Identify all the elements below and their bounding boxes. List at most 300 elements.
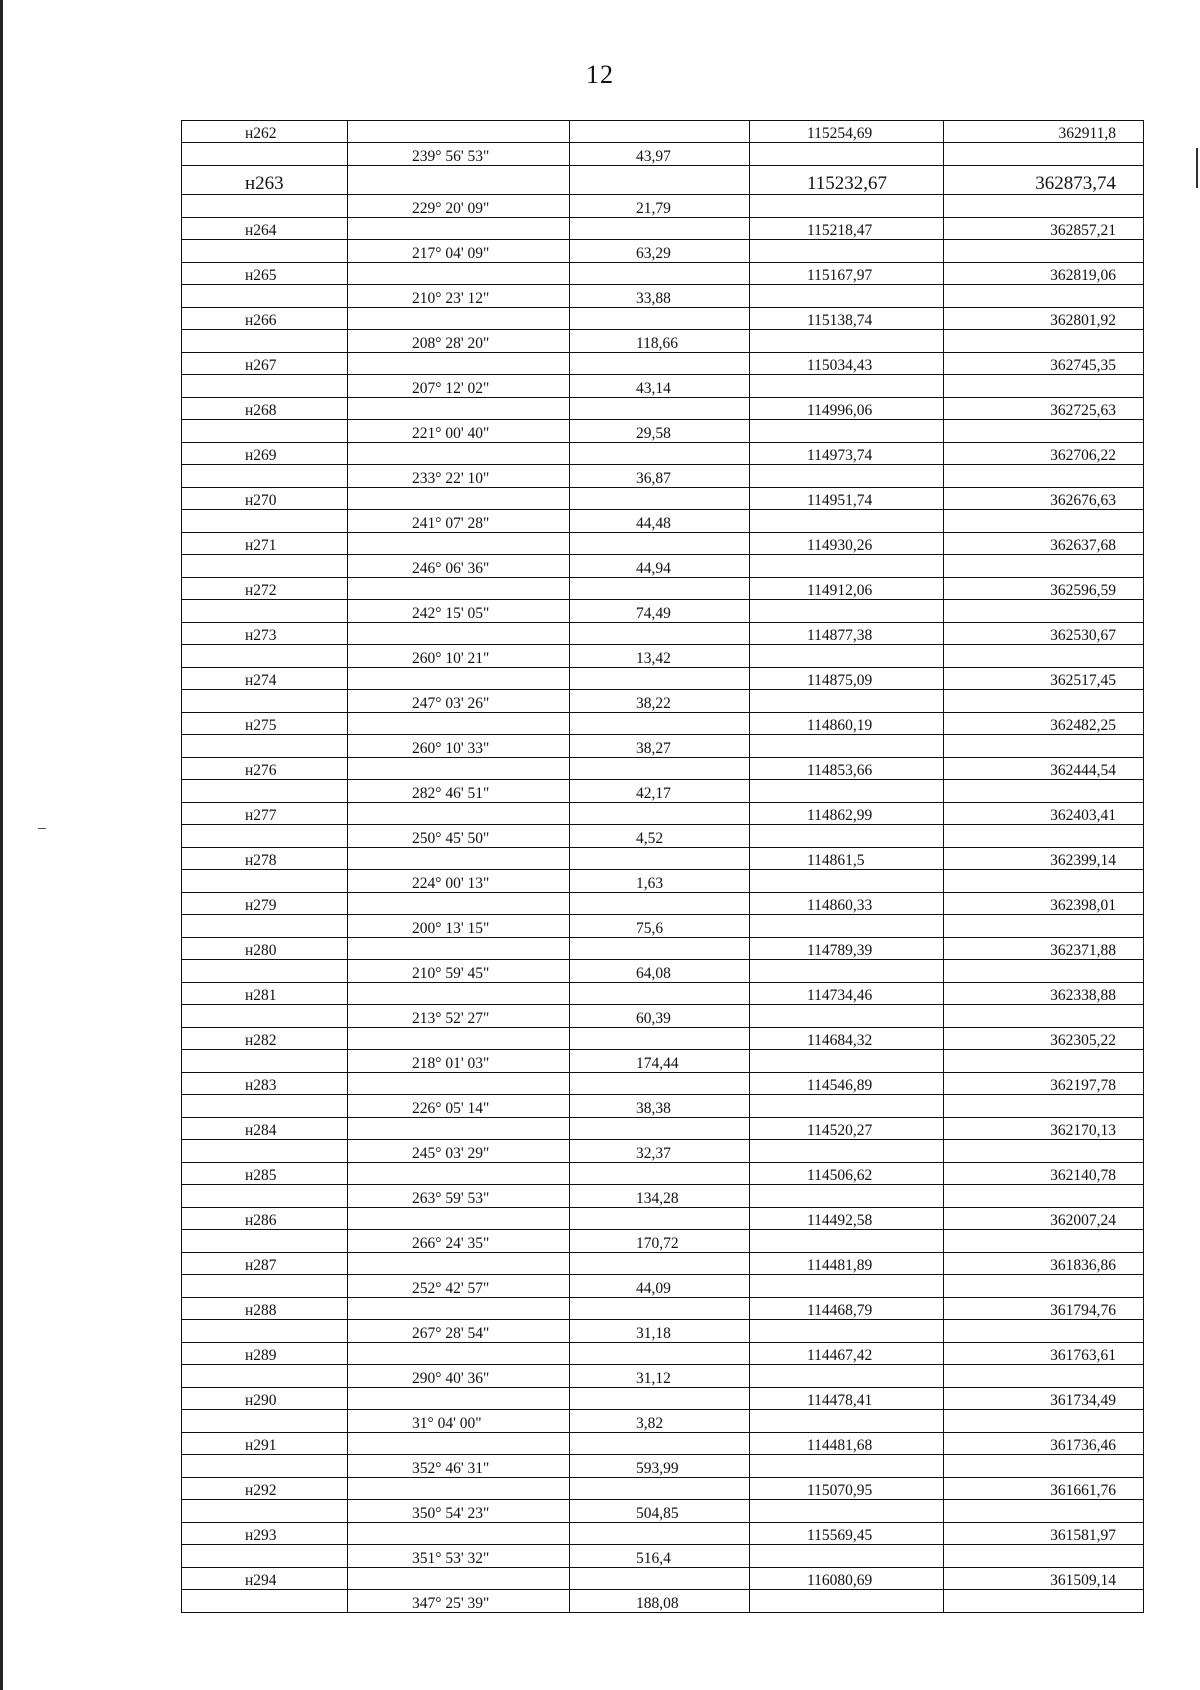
coord-y: 362873,74 <box>944 166 1144 195</box>
segment-row <box>182 1050 1144 1073</box>
coord-x: 114481,89 <box>750 1253 944 1275</box>
point-label: н274 <box>182 668 348 690</box>
direction-angle: 347° 25' 39" <box>348 1590 570 1613</box>
distance-cell-empty <box>570 713 750 735</box>
point-cell-empty <box>182 1140 348 1163</box>
coord-y: 361581,97 <box>944 1523 1144 1545</box>
coord-y: 361661,76 <box>944 1478 1144 1500</box>
segment-row <box>182 1590 1144 1613</box>
coordinates-table <box>181 120 1144 1613</box>
angle-cell-empty <box>348 1073 570 1095</box>
coord-x: 114973,74 <box>750 443 944 465</box>
segment-length: 74,49 <box>570 600 750 623</box>
distance-cell-empty <box>570 1523 750 1545</box>
x-cell-empty <box>750 465 944 488</box>
direction-angle: 246° 06' 36" <box>348 555 570 578</box>
coord-x: 114478,41 <box>750 1388 944 1410</box>
y-cell-empty <box>944 645 1144 668</box>
segment-row <box>182 1230 1144 1253</box>
distance-cell-empty <box>570 1568 750 1590</box>
segment-length: 60,39 <box>570 1005 750 1028</box>
point-cell-empty <box>182 240 348 263</box>
x-cell-empty <box>750 143 944 166</box>
distance-cell-empty <box>570 938 750 960</box>
y-cell-empty <box>944 1590 1144 1613</box>
point-cell-empty <box>182 870 348 893</box>
segment-row <box>182 330 1144 353</box>
coord-x: 114930,26 <box>750 533 944 555</box>
coord-y: 362637,68 <box>944 533 1144 555</box>
point-label: н275 <box>182 713 348 735</box>
angle-cell-empty <box>348 713 570 735</box>
distance-cell-empty <box>570 1208 750 1230</box>
direction-angle: 218° 01' 03" <box>348 1050 570 1073</box>
point-label: н288 <box>182 1298 348 1320</box>
coord-x: 114951,74 <box>750 488 944 510</box>
segment-row <box>182 1275 1144 1298</box>
point-cell-empty <box>182 1590 348 1613</box>
coord-y: 361736,46 <box>944 1433 1144 1455</box>
segment-row <box>182 195 1144 218</box>
coord-y: 361509,14 <box>944 1568 1144 1590</box>
point-cell-empty <box>182 915 348 938</box>
coord-y: 362403,41 <box>944 803 1144 825</box>
angle-cell-empty <box>348 938 570 960</box>
y-cell-empty <box>944 825 1144 848</box>
segment-length: 32,37 <box>570 1140 750 1163</box>
direction-angle: 239° 56' 53" <box>348 143 570 166</box>
x-cell-empty <box>750 1095 944 1118</box>
angle-cell-empty <box>348 1568 570 1590</box>
direction-angle: 217° 04' 09" <box>348 240 570 263</box>
point-label: н291 <box>182 1433 348 1455</box>
coord-y: 361836,86 <box>944 1253 1144 1275</box>
coord-x: 114467,42 <box>750 1343 944 1365</box>
direction-angle: 267° 28' 54" <box>348 1320 570 1343</box>
angle-cell-empty <box>348 578 570 600</box>
point-label: н289 <box>182 1343 348 1365</box>
point-cell-empty <box>182 143 348 166</box>
point-label: н280 <box>182 938 348 960</box>
point-label: н268 <box>182 398 348 420</box>
coord-x: 115569,45 <box>750 1523 944 1545</box>
coord-x: 115232,67 <box>750 166 944 195</box>
point-cell-empty <box>182 465 348 488</box>
segment-row <box>182 1185 1144 1208</box>
x-cell-empty <box>750 420 944 443</box>
point-cell-empty <box>182 645 348 668</box>
point-row <box>182 218 1144 240</box>
point-row <box>182 533 1144 555</box>
point-label: н270 <box>182 488 348 510</box>
segment-row <box>182 690 1144 713</box>
distance-cell-empty <box>570 1388 750 1410</box>
point-row <box>182 1118 1144 1140</box>
scan-left-edge <box>0 0 3 1690</box>
angle-cell-empty <box>348 1343 570 1365</box>
point-cell-empty <box>182 195 348 218</box>
point-label: н273 <box>182 623 348 645</box>
direction-angle: 226° 05' 14" <box>348 1095 570 1118</box>
x-cell-empty <box>750 1365 944 1388</box>
angle-cell-empty <box>348 166 570 195</box>
segment-length: 174,44 <box>570 1050 750 1073</box>
y-cell-empty <box>944 1050 1144 1073</box>
direction-angle: 233° 22' 10" <box>348 465 570 488</box>
coord-x: 114862,99 <box>750 803 944 825</box>
coord-x: 114789,39 <box>750 938 944 960</box>
angle-cell-empty <box>348 1208 570 1230</box>
coord-y: 362482,25 <box>944 713 1144 735</box>
point-label: н290 <box>182 1388 348 1410</box>
y-cell-empty <box>944 780 1144 803</box>
point-row <box>182 166 1144 195</box>
point-row <box>182 1523 1144 1545</box>
direction-angle: 207° 12' 02" <box>348 375 570 398</box>
coord-y: 362911,8 <box>944 121 1144 143</box>
point-cell-empty <box>182 1455 348 1478</box>
coord-y: 362801,92 <box>944 308 1144 330</box>
x-cell-empty <box>750 1185 944 1208</box>
segment-length: 4,52 <box>570 825 750 848</box>
point-row <box>182 983 1144 1005</box>
x-cell-empty <box>750 1050 944 1073</box>
coord-y: 362140,78 <box>944 1163 1144 1185</box>
y-cell-empty <box>944 555 1144 578</box>
point-row <box>182 121 1144 143</box>
coord-x: 114520,27 <box>750 1118 944 1140</box>
direction-angle: 352° 46' 31" <box>348 1455 570 1478</box>
coord-y: 362170,13 <box>944 1118 1144 1140</box>
segment-row <box>182 375 1144 398</box>
distance-cell-empty <box>570 398 750 420</box>
x-cell-empty <box>750 1005 944 1028</box>
coord-y: 362819,06 <box>944 263 1144 285</box>
distance-cell-empty <box>570 803 750 825</box>
segment-row <box>182 1545 1144 1568</box>
angle-cell-empty <box>348 443 570 465</box>
segment-row <box>182 600 1144 623</box>
segment-row <box>182 510 1144 533</box>
point-row <box>182 1073 1144 1095</box>
point-label: н285 <box>182 1163 348 1185</box>
distance-cell-empty <box>570 1298 750 1320</box>
x-cell-empty <box>750 780 944 803</box>
coord-y: 361763,61 <box>944 1343 1144 1365</box>
angle-cell-empty <box>348 353 570 375</box>
point-row <box>182 758 1144 780</box>
coord-y: 362596,59 <box>944 578 1144 600</box>
point-cell-empty <box>182 825 348 848</box>
point-cell-empty <box>182 960 348 983</box>
segment-row <box>182 780 1144 803</box>
direction-angle: 266° 24' 35" <box>348 1230 570 1253</box>
point-cell-empty <box>182 1275 348 1298</box>
coord-x: 115218,47 <box>750 218 944 240</box>
coord-x: 114492,58 <box>750 1208 944 1230</box>
direction-angle: 241° 07' 28" <box>348 510 570 533</box>
point-row <box>182 1568 1144 1590</box>
distance-cell-empty <box>570 1073 750 1095</box>
coord-y: 362007,24 <box>944 1208 1144 1230</box>
direction-angle: 290° 40' 36" <box>348 1365 570 1388</box>
x-cell-empty <box>750 1500 944 1523</box>
segment-row <box>182 143 1144 166</box>
y-cell-empty <box>944 1275 1144 1298</box>
point-cell-empty <box>182 420 348 443</box>
point-cell-empty <box>182 735 348 758</box>
distance-cell-empty <box>570 623 750 645</box>
direction-angle: 210° 59' 45" <box>348 960 570 983</box>
y-cell-empty <box>944 1500 1144 1523</box>
x-cell-empty <box>750 510 944 533</box>
x-cell-empty <box>750 1455 944 1478</box>
x-cell-empty <box>750 735 944 758</box>
point-label: н269 <box>182 443 348 465</box>
direction-angle: 242° 15' 05" <box>348 600 570 623</box>
point-row <box>182 488 1144 510</box>
segment-length: 134,28 <box>570 1185 750 1208</box>
y-cell-empty <box>944 1410 1144 1433</box>
coord-x: 114546,89 <box>750 1073 944 1095</box>
coord-y: 362444,54 <box>944 758 1144 780</box>
distance-cell-empty <box>570 263 750 285</box>
segment-row <box>182 1095 1144 1118</box>
segment-row <box>182 870 1144 893</box>
direction-angle: 229° 20' 09" <box>348 195 570 218</box>
distance-cell-empty <box>570 308 750 330</box>
point-cell-empty <box>182 780 348 803</box>
point-cell-empty <box>182 1230 348 1253</box>
distance-cell-empty <box>570 848 750 870</box>
point-row <box>182 578 1144 600</box>
point-cell-empty <box>182 375 348 398</box>
coord-y: 362745,35 <box>944 353 1144 375</box>
point-label: н279 <box>182 893 348 915</box>
point-label: н266 <box>182 308 348 330</box>
coord-y: 362305,22 <box>944 1028 1144 1050</box>
angle-cell-empty <box>348 983 570 1005</box>
segment-row <box>182 1140 1144 1163</box>
angle-cell-empty <box>348 218 570 240</box>
coord-y: 361794,76 <box>944 1298 1144 1320</box>
x-cell-empty <box>750 915 944 938</box>
coord-y: 362398,01 <box>944 893 1144 915</box>
y-cell-empty <box>944 510 1144 533</box>
point-row <box>182 443 1144 465</box>
coord-x: 114877,38 <box>750 623 944 645</box>
direction-angle: 263° 59' 53" <box>348 1185 570 1208</box>
point-cell-empty <box>182 330 348 353</box>
coord-x: 115167,97 <box>750 263 944 285</box>
point-row <box>182 668 1144 690</box>
segment-row <box>182 1005 1144 1028</box>
angle-cell-empty <box>348 121 570 143</box>
direction-angle: 247° 03' 26" <box>348 690 570 713</box>
point-label: н267 <box>182 353 348 375</box>
segment-row <box>182 465 1144 488</box>
direction-angle: 224° 00' 13" <box>348 870 570 893</box>
point-label: н282 <box>182 1028 348 1050</box>
y-cell-empty <box>944 1185 1144 1208</box>
point-row <box>182 1388 1144 1410</box>
segment-row <box>182 915 1144 938</box>
segment-length: 64,08 <box>570 960 750 983</box>
y-cell-empty <box>944 1545 1144 1568</box>
coord-x: 114996,06 <box>750 398 944 420</box>
point-cell-empty <box>182 1320 348 1343</box>
point-cell-empty <box>182 690 348 713</box>
angle-cell-empty <box>348 1163 570 1185</box>
angle-cell-empty <box>348 848 570 870</box>
distance-cell-empty <box>570 668 750 690</box>
coord-x: 115138,74 <box>750 308 944 330</box>
x-cell-empty <box>750 1230 944 1253</box>
coord-x: 115070,95 <box>750 1478 944 1500</box>
distance-cell-empty <box>570 758 750 780</box>
point-row <box>182 1028 1144 1050</box>
point-cell-empty <box>182 1500 348 1523</box>
angle-cell-empty <box>348 1433 570 1455</box>
segment-length: 1,63 <box>570 870 750 893</box>
x-cell-empty <box>750 240 944 263</box>
x-cell-empty <box>750 1410 944 1433</box>
y-cell-empty <box>944 420 1144 443</box>
point-label: н293 <box>182 1523 348 1545</box>
page-number: 12 <box>586 60 614 89</box>
angle-cell-empty <box>348 308 570 330</box>
segment-length: 36,87 <box>570 465 750 488</box>
point-cell-empty <box>182 1095 348 1118</box>
y-cell-empty <box>944 870 1144 893</box>
coord-y: 362197,78 <box>944 1073 1144 1095</box>
coord-y: 361734,49 <box>944 1388 1144 1410</box>
segment-length: 170,72 <box>570 1230 750 1253</box>
angle-cell-empty <box>348 758 570 780</box>
point-row <box>182 263 1144 285</box>
point-row <box>182 353 1144 375</box>
distance-cell-empty <box>570 893 750 915</box>
x-cell-empty <box>750 960 944 983</box>
angle-cell-empty <box>348 1523 570 1545</box>
segment-length: 44,94 <box>570 555 750 578</box>
y-cell-empty <box>944 915 1144 938</box>
y-cell-empty <box>944 465 1144 488</box>
point-label: н277 <box>182 803 348 825</box>
segment-length: 43,14 <box>570 375 750 398</box>
point-cell-empty <box>182 1410 348 1433</box>
point-label: н265 <box>182 263 348 285</box>
angle-cell-empty <box>348 803 570 825</box>
angle-cell-empty <box>348 533 570 555</box>
x-cell-empty <box>750 375 944 398</box>
point-label: н264 <box>182 218 348 240</box>
coord-x: 114468,79 <box>750 1298 944 1320</box>
point-row <box>182 1208 1144 1230</box>
point-row <box>182 1253 1144 1275</box>
angle-cell-empty <box>348 1028 570 1050</box>
point-row <box>182 1478 1144 1500</box>
coord-y: 362371,88 <box>944 938 1144 960</box>
segment-row <box>182 420 1144 443</box>
distance-cell-empty <box>570 488 750 510</box>
angle-cell-empty <box>348 1388 570 1410</box>
y-cell-empty <box>944 1320 1144 1343</box>
distance-cell-empty <box>570 1118 750 1140</box>
point-label: н286 <box>182 1208 348 1230</box>
point-row <box>182 1163 1144 1185</box>
segment-length: 31,18 <box>570 1320 750 1343</box>
segment-row <box>182 240 1144 263</box>
coord-x: 115034,43 <box>750 353 944 375</box>
point-label: н294 <box>182 1568 348 1590</box>
segment-length: 42,17 <box>570 780 750 803</box>
point-cell-empty <box>182 1005 348 1028</box>
point-label: н278 <box>182 848 348 870</box>
distance-cell-empty <box>570 1478 750 1500</box>
y-cell-empty <box>944 1005 1144 1028</box>
y-cell-empty <box>944 285 1144 308</box>
direction-angle: 221° 00' 40" <box>348 420 570 443</box>
point-cell-empty <box>182 555 348 578</box>
direction-angle: 260° 10' 33" <box>348 735 570 758</box>
coord-x: 116080,69 <box>750 1568 944 1590</box>
segment-length: 43,97 <box>570 143 750 166</box>
x-cell-empty <box>750 285 944 308</box>
point-row <box>182 938 1144 960</box>
coord-x: 114912,06 <box>750 578 944 600</box>
point-label: н283 <box>182 1073 348 1095</box>
segment-row <box>182 1365 1144 1388</box>
distance-cell-empty <box>570 1163 750 1185</box>
x-cell-empty <box>750 1140 944 1163</box>
segment-length: 593,99 <box>570 1455 750 1478</box>
direction-angle: 213° 52' 27" <box>348 1005 570 1028</box>
y-cell-empty <box>944 1095 1144 1118</box>
y-cell-empty <box>944 375 1144 398</box>
direction-angle: 252° 42' 57" <box>348 1275 570 1298</box>
coord-y: 362399,14 <box>944 848 1144 870</box>
distance-cell-empty <box>570 1253 750 1275</box>
x-cell-empty <box>750 195 944 218</box>
segment-length: 504,85 <box>570 1500 750 1523</box>
y-cell-empty <box>944 960 1144 983</box>
angle-cell-empty <box>348 1298 570 1320</box>
segment-row <box>182 735 1144 758</box>
x-cell-empty <box>750 690 944 713</box>
point-cell-empty <box>182 285 348 308</box>
distance-cell-empty <box>570 121 750 143</box>
coord-x: 114860,33 <box>750 893 944 915</box>
x-cell-empty <box>750 1275 944 1298</box>
direction-angle: 208° 28' 20" <box>348 330 570 353</box>
coord-x: 114860,19 <box>750 713 944 735</box>
direction-angle: 351° 53' 32" <box>348 1545 570 1568</box>
coord-y: 362338,88 <box>944 983 1144 1005</box>
scan-right-mark <box>1196 148 1198 188</box>
coord-x: 114481,68 <box>750 1433 944 1455</box>
segment-length: 21,79 <box>570 195 750 218</box>
distance-cell-empty <box>570 533 750 555</box>
point-label: н262 <box>182 121 348 143</box>
direction-angle: 210° 23' 12" <box>348 285 570 308</box>
coord-y: 362530,67 <box>944 623 1144 645</box>
x-cell-empty <box>750 600 944 623</box>
coord-x: 115254,69 <box>750 121 944 143</box>
point-row <box>182 1433 1144 1455</box>
segment-length: 38,22 <box>570 690 750 713</box>
segment-length: 3,82 <box>570 1410 750 1433</box>
